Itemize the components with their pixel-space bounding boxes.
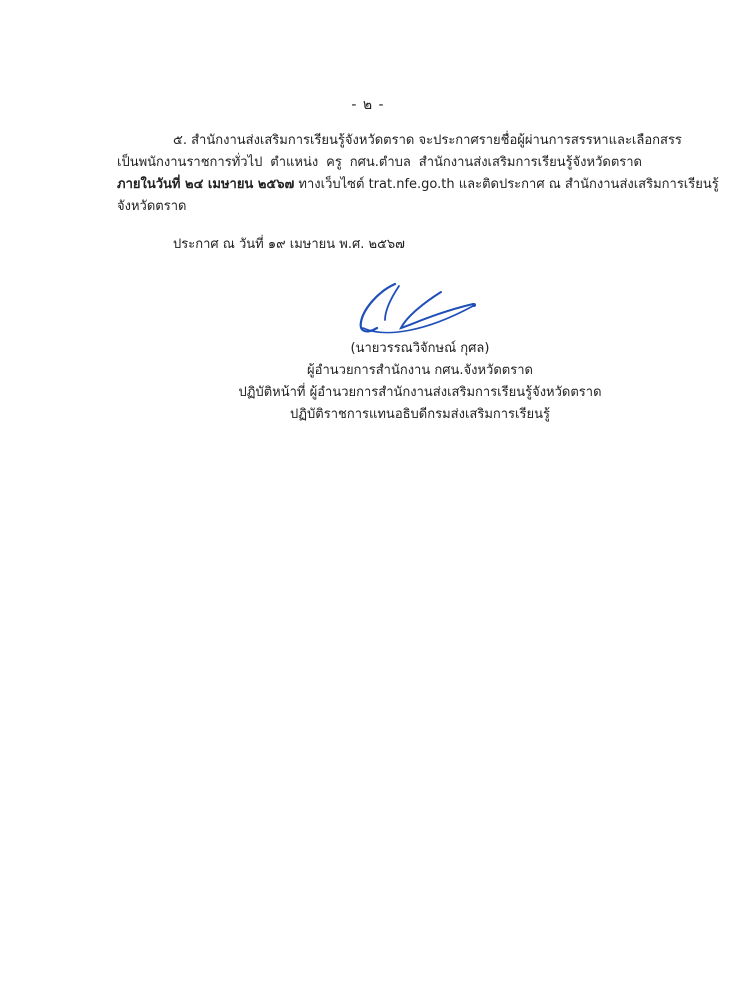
signatory-name: (นายวรรณวิจักษณ์ กุศล) — [350, 341, 490, 356]
signatory-position-3: ปฏิบัติราชการแทนอธิบดีกรมส่งเสริมการเรียนรู้ — [290, 407, 550, 422]
deadline-text: ภายในวันที่ ๒๔ เมษายน ๒๕๖๗ — [117, 177, 295, 192]
paragraph-line-3 — [117, 174, 719, 196]
paragraph-line-4: จังหวัดตราด — [117, 199, 187, 214]
signatory-position-2: ปฏิบัติหน้าที่ ผู้อำนวยการสำนักงานส่งเสริมการเรียนรู้จังหวัดตราด — [238, 385, 602, 400]
handwritten-signature — [355, 282, 485, 344]
signature-block — [230, 338, 610, 426]
paragraph-line-1: ๕. สำนักงานส่งเสริมการเรียนรู้จังหวัดตราด จะประกาศรายชื่อผู้ผ่านการสรรหาและเลือกสรร — [173, 133, 682, 148]
announcement-date: ประกาศ ณ วันที่ ๑๙ เมษายน พ.ศ. ๒๕๖๗ — [173, 237, 405, 252]
signatory-position-1: ผู้อำนวยการสำนักงาน กศน.จังหวัดตราด — [307, 363, 533, 378]
announcement-paragraph — [117, 130, 719, 218]
page-number: - ๒ - — [351, 97, 385, 113]
paragraph-line-2: เป็นพนักงานราชการทั่วไป ตำแหน่ง ครู กศน.ตำบล สำนักงานส่งเสริมการเรียนรู้จังหวัดตราด — [117, 155, 642, 170]
paragraph-line-3-rest: ทางเว็บไซต์ trat.nfe.go.th และติดประกาศ ณ สำนักงานส่งเสริมการเรียนรู้ — [294, 177, 719, 192]
